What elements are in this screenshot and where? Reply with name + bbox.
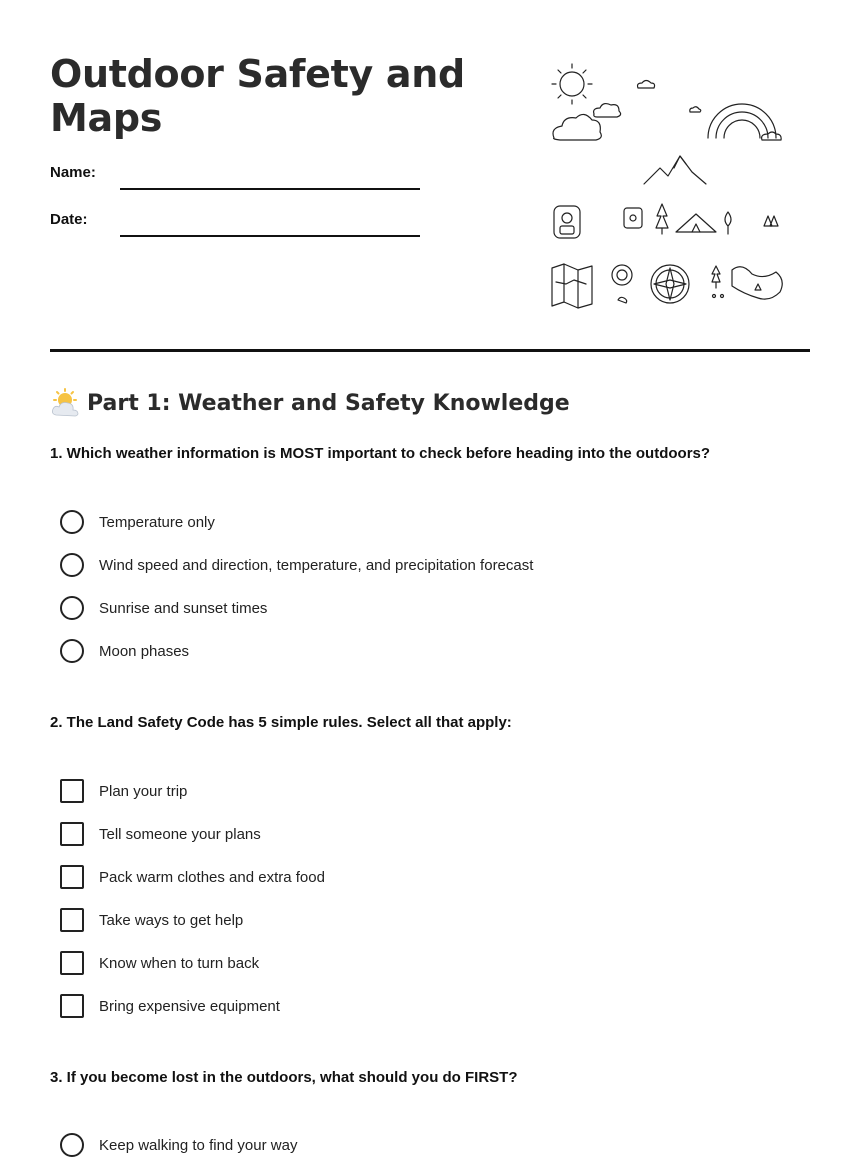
q1-option-4[interactable] (60, 639, 189, 663)
date-field (50, 211, 420, 241)
option-label: Wind speed and direction, temperature, and precipitation forecast (99, 556, 534, 574)
backpack-icon (554, 206, 580, 238)
option-label: Plan your trip (99, 782, 188, 800)
q2-option-4[interactable] (60, 908, 243, 932)
map-icon (552, 264, 592, 308)
option-label: Pack warm clothes and extra food (99, 868, 325, 886)
checkbox[interactable] (60, 951, 84, 975)
q2-option-3[interactable] (60, 865, 325, 889)
cloud-icon (553, 81, 701, 141)
name-input-line[interactable] (120, 188, 420, 190)
q1-option-3[interactable] (60, 596, 267, 620)
radio-button[interactable] (60, 1133, 84, 1157)
option-label: Moon phases (99, 642, 190, 660)
question-1: 1. Which weather information is MOST important to check before heading into the outdoors? (50, 445, 711, 462)
q3-option-1[interactable] (60, 1133, 297, 1157)
question-2: 2. The Land Safety Code has 5 simple rules. Select all that apply: (50, 714, 512, 731)
checkbox[interactable] (60, 865, 84, 889)
option-label: Know when to turn back (99, 954, 260, 972)
checkbox[interactable] (60, 994, 84, 1018)
compass-icon (612, 265, 689, 303)
outdoor-clipart (548, 60, 810, 310)
option-label: Sunrise and sunset times (99, 599, 268, 617)
trail-map-icon (712, 266, 782, 299)
option-label: Take ways to get help (99, 911, 244, 929)
q1-option-1[interactable] (60, 510, 215, 534)
radio-button[interactable] (60, 596, 84, 620)
name-label: Name: (50, 164, 96, 181)
rainbow-icon (708, 104, 781, 140)
worksheet-header (50, 52, 810, 312)
radio-button[interactable] (60, 510, 84, 534)
section-title: Part 1: Weather and Safety Knowledge (87, 390, 570, 416)
option-label: Keep walking to find your way (99, 1136, 298, 1154)
date-label: Date: (50, 211, 88, 228)
q1-option-2[interactable] (60, 553, 533, 577)
radio-button[interactable] (60, 639, 84, 663)
checkbox[interactable] (60, 908, 84, 932)
mountain-icon (644, 156, 706, 184)
q2-option-6[interactable] (60, 994, 280, 1018)
checkbox[interactable] (60, 779, 84, 803)
tent-icon (676, 214, 716, 232)
option-label: Bring expensive equipment (99, 997, 280, 1015)
sun-behind-cloud-icon (50, 388, 80, 418)
q2-option-5[interactable] (60, 951, 259, 975)
name-field (50, 164, 420, 194)
q2-option-1[interactable] (60, 779, 187, 803)
sun-icon (552, 64, 592, 104)
page-title: Outdoor Safety and Maps (50, 52, 465, 140)
radio-button[interactable] (60, 553, 84, 577)
q2-option-2[interactable] (60, 822, 261, 846)
option-label: Tell someone your plans (99, 825, 261, 843)
section-heading (50, 388, 570, 418)
date-input-line[interactable] (120, 235, 420, 237)
option-label: Temperature only (99, 513, 215, 531)
question-3: 3. If you become lost in the outdoors, what should you do FIRST? (50, 1069, 518, 1086)
checkbox[interactable] (60, 822, 84, 846)
header-divider (50, 349, 810, 352)
